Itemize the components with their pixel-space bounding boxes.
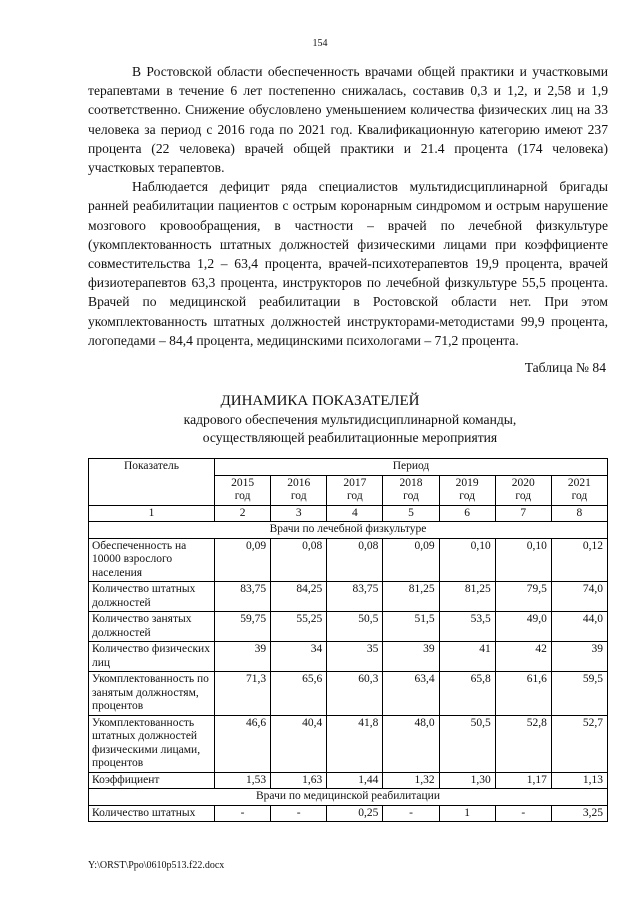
cell-value: 83,75 bbox=[327, 582, 383, 612]
table-row bbox=[89, 805, 608, 822]
data-table bbox=[88, 458, 608, 822]
body-text bbox=[88, 62, 608, 350]
header-year bbox=[495, 475, 551, 505]
header-year bbox=[215, 475, 271, 505]
table-row bbox=[89, 715, 608, 772]
row-label: Укомплектованность штатных должностей физическими лицами, процентов bbox=[89, 715, 215, 772]
cell-value: 41,8 bbox=[327, 715, 383, 772]
cell-value: 50,5 bbox=[327, 612, 383, 642]
section-header-row bbox=[89, 789, 608, 806]
header-year bbox=[439, 475, 495, 505]
row-label: Коэффициент bbox=[89, 772, 215, 789]
year-value: 2020 bbox=[511, 476, 535, 489]
table-title: ДИНАМИКА ПОКАЗАТЕЛЕЙ bbox=[220, 393, 420, 409]
cell-value: 39 bbox=[383, 642, 439, 672]
header-indicator: Показатель bbox=[89, 459, 215, 506]
header-period: Период bbox=[215, 459, 608, 476]
cell-value: 51,5 bbox=[383, 612, 439, 642]
cell-value: 35 bbox=[327, 642, 383, 672]
cell-value: 55,25 bbox=[271, 612, 327, 642]
year-suffix: год bbox=[234, 490, 251, 502]
row-label: Количество физических лиц bbox=[89, 642, 215, 672]
cell-value: 1,53 bbox=[215, 772, 271, 789]
year-suffix: год bbox=[290, 490, 307, 502]
cell-value: 59,75 bbox=[215, 612, 271, 642]
cell-value: 0,25 bbox=[327, 805, 383, 822]
cell-value: 1,13 bbox=[551, 772, 607, 789]
header-year bbox=[551, 475, 607, 505]
cell-value: 52,7 bbox=[551, 715, 607, 772]
cell-value: 50,5 bbox=[439, 715, 495, 772]
cell-value: 61,6 bbox=[495, 672, 551, 716]
table-row bbox=[89, 642, 608, 672]
cell-value: 52,8 bbox=[495, 715, 551, 772]
cell-value: 74,0 bbox=[551, 582, 607, 612]
cell-value: 46,6 bbox=[215, 715, 271, 772]
section-header-row bbox=[89, 522, 608, 539]
column-number: 7 bbox=[495, 505, 551, 522]
year-value: 2015 bbox=[231, 476, 255, 489]
cell-value: - bbox=[383, 805, 439, 822]
table-subtitle bbox=[0, 411, 640, 447]
cell-value: 0,08 bbox=[271, 538, 327, 582]
paragraph: В Ростовской области обеспеченность врачами общей практики и участковыми терапевтами в течение 6 лет постепенно снижалась, составив 0,3 и 1,2, и 2,58 и 1,9 соответственно. Снижение обусловлено уменьшением количества физических лиц на 33 человека за период с 2016 года по 2021 год. Квалификационную категорию имеют 237 процента (22 человека) врачей общей практики и 21.4 процента (174 человека) участковых терапевтов. bbox=[88, 64, 608, 176]
table-row bbox=[89, 772, 608, 789]
year-suffix: год bbox=[571, 490, 588, 502]
table-subtitle-line: кадрового обеспечения мультидисциплинарной команды, bbox=[183, 412, 517, 427]
cell-value: 65,8 bbox=[439, 672, 495, 716]
cell-value: 83,75 bbox=[215, 582, 271, 612]
cell-value: 79,5 bbox=[495, 582, 551, 612]
year-suffix: год bbox=[403, 490, 419, 502]
row-label: Обеспеченность на 10000 взрослого населения bbox=[89, 538, 215, 582]
cell-value: 71,3 bbox=[215, 672, 271, 716]
column-number: 2 bbox=[215, 505, 271, 522]
cell-value: 0,10 bbox=[495, 538, 551, 582]
cell-value: 49,0 bbox=[495, 612, 551, 642]
cell-value: 84,25 bbox=[271, 582, 327, 612]
year-value: 2021 bbox=[567, 476, 591, 489]
cell-value: 81,25 bbox=[383, 582, 439, 612]
cell-value: 0,12 bbox=[551, 538, 607, 582]
table-row bbox=[89, 672, 608, 716]
column-number: 8 bbox=[551, 505, 607, 522]
table-header-row bbox=[89, 459, 608, 476]
cell-value: 1,30 bbox=[439, 772, 495, 789]
cell-value: 39 bbox=[551, 642, 607, 672]
cell-value: 3,25 bbox=[551, 805, 607, 822]
paragraph: Наблюдается дефицит ряда специалистов мультидисциплинарной бригады ранней реабилитации пациентов с острым коронарным синдромом и острым нарушение мозгового кровообращения, в частности – врачей по лечебной физкультуре (укомплектованность штатных должностей физическими лицами при коэффициенте совместительства 1,2 – 63,4 процента, врачей-психотерапевтов 19,9 процента, врачей физиотерапевтов 63,3 процента, инструкторов по лечебной физкультуре 55,5 процента. Врачей по медицинской реабилитации в Ростовской области нет. При этом укомплектованность штатных должностей инструкторами-методистами 99,9 процента, логопедами – 84,4 процента, медицинскими психологами – 71,2 процента. bbox=[88, 179, 608, 348]
column-number: 5 bbox=[383, 505, 439, 522]
table-subtitle-line: осуществляющей реабилитационные мероприятия bbox=[202, 430, 498, 445]
cell-value: 65,6 bbox=[271, 672, 327, 716]
year-value: 2016 bbox=[287, 476, 311, 489]
year-suffix: год bbox=[515, 490, 532, 502]
cell-value: 0,09 bbox=[383, 538, 439, 582]
cell-value: 53,5 bbox=[439, 612, 495, 642]
cell-value: 44,0 bbox=[551, 612, 607, 642]
cell-value: 59,5 bbox=[551, 672, 607, 716]
column-number: 3 bbox=[271, 505, 327, 522]
cell-value: 40,4 bbox=[271, 715, 327, 772]
header-year bbox=[383, 475, 439, 505]
year-value: 2017 bbox=[343, 476, 367, 489]
cell-value: 1 bbox=[439, 805, 495, 822]
year-suffix: год bbox=[347, 490, 363, 502]
column-number: 6 bbox=[439, 505, 495, 522]
cell-value: 60,3 bbox=[327, 672, 383, 716]
table-row bbox=[89, 538, 608, 582]
cell-value: 0,08 bbox=[327, 538, 383, 582]
table-row bbox=[89, 612, 608, 642]
section-title: Врачи по медицинской реабилитации bbox=[89, 789, 608, 806]
cell-value: 34 bbox=[271, 642, 327, 672]
row-label: Укомплектованность по занятым должностям, процентов bbox=[89, 672, 215, 716]
row-label: Количество штатных должностей bbox=[89, 582, 215, 612]
column-number: 1 bbox=[89, 505, 215, 522]
cell-value: - bbox=[215, 805, 271, 822]
cell-value: 42 bbox=[495, 642, 551, 672]
year-value: 2018 bbox=[399, 476, 423, 489]
cell-value: 41 bbox=[439, 642, 495, 672]
year-value: 2019 bbox=[455, 476, 479, 489]
cell-value: - bbox=[495, 805, 551, 822]
column-number-row bbox=[89, 505, 608, 522]
row-label: Количество занятых должностей bbox=[89, 612, 215, 642]
table-row bbox=[89, 582, 608, 612]
row-label: Количество штатных bbox=[89, 805, 215, 822]
cell-value: 0,09 bbox=[215, 538, 271, 582]
cell-value: - bbox=[271, 805, 327, 822]
cell-value: 48,0 bbox=[383, 715, 439, 772]
cell-value: 39 bbox=[215, 642, 271, 672]
header-year bbox=[271, 475, 327, 505]
file-path-footer: Y:\ORST\Ppo\0610p513.f22.docx bbox=[88, 860, 225, 871]
cell-value: 81,25 bbox=[439, 582, 495, 612]
table-label: Таблица № 84 bbox=[524, 360, 606, 375]
cell-value: 63,4 bbox=[383, 672, 439, 716]
cell-value: 1,44 bbox=[327, 772, 383, 789]
column-number: 4 bbox=[327, 505, 383, 522]
cell-value: 1,63 bbox=[271, 772, 327, 789]
cell-value: 1,32 bbox=[383, 772, 439, 789]
header-year bbox=[327, 475, 383, 505]
year-suffix: год bbox=[459, 490, 475, 502]
section-title: Врачи по лечебной физкультуре bbox=[89, 522, 608, 539]
cell-value: 0,10 bbox=[439, 538, 495, 582]
page-number: 154 bbox=[312, 38, 328, 49]
cell-value: 1,17 bbox=[495, 772, 551, 789]
